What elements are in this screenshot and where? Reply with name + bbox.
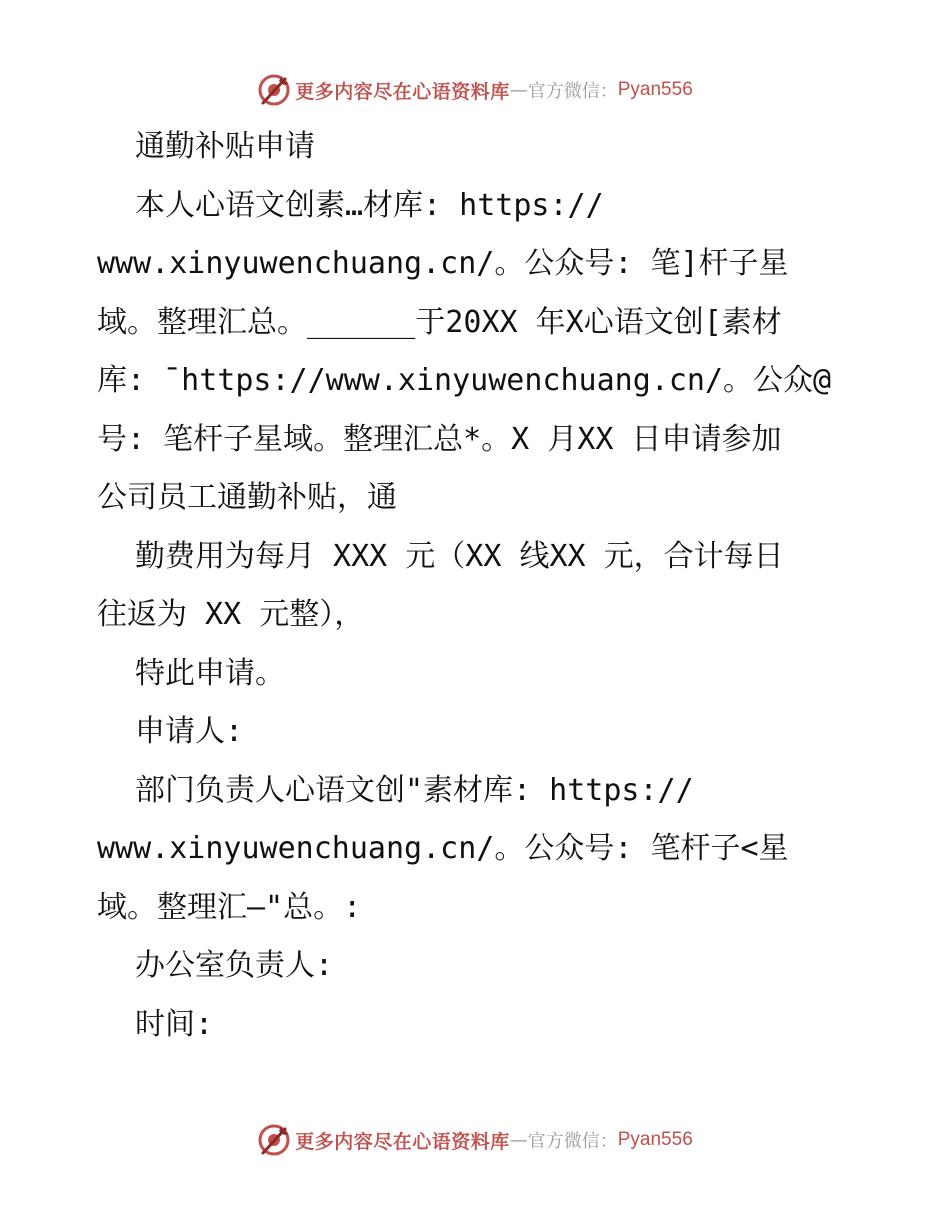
paragraph-line: 域。整理汇总。______于20XX 年X心语文创[素材 — [97, 304, 782, 340]
banner-wechat-id: Pyan556 — [617, 79, 693, 100]
paragraph-line: 域。整理汇—"总。: — [97, 889, 362, 925]
document-title: 通勤补贴申请 — [135, 129, 315, 164]
paragraph-line: 勤费用为每月 XXX 元（XX 线XX 元，合计每日 — [135, 538, 784, 574]
paragraph-line: 往返为 XX 元整）， — [97, 597, 365, 632]
date-field: 时间: — [135, 1006, 214, 1042]
banner-slogan: 更多内容尽在心语资料库 — [295, 80, 510, 103]
header-banner-content — [257, 73, 693, 107]
paragraph-line: www.xinyuwenchuang.cn/。公众号: 笔杆子<星 — [97, 831, 789, 866]
paragraph-line: 公司员工通勤补贴，通 — [97, 480, 397, 515]
quill-pen-logo-icon — [257, 73, 291, 107]
footer-banner — [0, 1120, 950, 1160]
banner-wechat-id: Pyan556 — [617, 1129, 693, 1150]
paragraph-line: 本人心语文创素…材库: https:// — [135, 187, 604, 223]
footer-banner-content — [257, 1123, 693, 1157]
paragraph-line: 号: 笔杆子星域。整理汇总*。X 月XX 日申请参加 — [97, 421, 782, 457]
dept-head-field: 部门负责人心语文创"素材库: https:// — [135, 772, 694, 808]
banner-official-label: 官方微信： — [527, 81, 618, 102]
quill-pen-logo-icon — [257, 1123, 291, 1157]
header-banner — [0, 70, 950, 110]
closing-line: 特此申请。 — [135, 655, 285, 691]
office-head-field: 办公室负责人: — [135, 948, 334, 983]
banner-dash: — — [509, 1129, 528, 1151]
document-body — [97, 118, 867, 1054]
paragraph-line: www.xinyuwenchuang.cn/。公众号: 笔]杆子星 — [97, 246, 789, 281]
banner-dash: — — [509, 79, 528, 101]
paragraph-line: 库: ¯https://www.xinyuwenchuang.cn/。公众@ — [97, 363, 832, 398]
banner-official-label: 官方微信： — [527, 1131, 618, 1152]
banner-slogan: 更多内容尽在心语资料库 — [295, 1130, 510, 1153]
applicant-field: 申请人: — [135, 714, 244, 749]
